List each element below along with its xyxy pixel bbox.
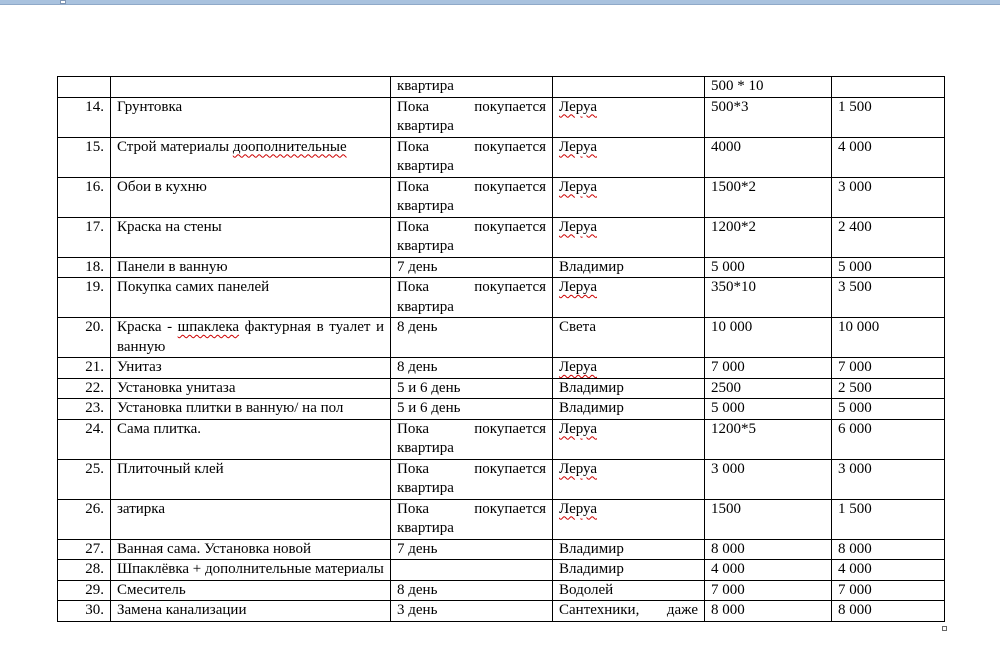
cell-when: Пока покупается квартира xyxy=(391,177,553,217)
cell-num: 21. xyxy=(58,358,111,379)
cell-who: Владимир xyxy=(553,539,705,560)
cell-calc: 4000 xyxy=(705,137,832,177)
cell-total: 3 000 xyxy=(832,459,945,499)
cell-num: 19. xyxy=(58,278,111,318)
cell-who: Владимир xyxy=(553,560,705,581)
cell-calc: 1200*2 xyxy=(705,217,832,257)
cell-calc: 1500 xyxy=(705,499,832,539)
cell-num: 24. xyxy=(58,419,111,459)
cell-when: 7 день xyxy=(391,257,553,278)
cell-calc: 500 * 10 xyxy=(705,77,832,98)
cell-name: Обои в кухню xyxy=(111,177,391,217)
cell-when: 5 и 6 день xyxy=(391,378,553,399)
cell-name: Панели в ванную xyxy=(111,257,391,278)
cell-total: 8 000 xyxy=(832,539,945,560)
cell-who: Леруа xyxy=(553,278,705,318)
cell-total xyxy=(832,77,945,98)
cell-total: 5 000 xyxy=(832,399,945,420)
cell-who: Леруа xyxy=(553,217,705,257)
cell-when: 8 день xyxy=(391,580,553,601)
cell-when: квартира xyxy=(391,77,553,98)
cell-name: Унитаз xyxy=(111,358,391,379)
cell-num: 27. xyxy=(58,539,111,560)
cell-who xyxy=(553,77,705,98)
cell-name: Краска на стены xyxy=(111,217,391,257)
cell-total: 7 000 xyxy=(832,580,945,601)
cell-calc: 4 000 xyxy=(705,560,832,581)
cell-when xyxy=(391,560,553,581)
cell-who: Сантехники, даже xyxy=(553,601,705,622)
cell-num: 15. xyxy=(58,137,111,177)
table-row xyxy=(58,459,945,499)
cell-name: Шпаклёвка + дополнительные материалы xyxy=(111,560,391,581)
table-row xyxy=(58,601,945,622)
cell-num: 29. xyxy=(58,580,111,601)
table-row xyxy=(58,137,945,177)
table-row xyxy=(58,177,945,217)
cell-num: 25. xyxy=(58,459,111,499)
table-row xyxy=(58,97,945,137)
cell-when: Пока покупается квартира xyxy=(391,278,553,318)
cell-calc: 2500 xyxy=(705,378,832,399)
cell-who: Леруа xyxy=(553,97,705,137)
cell-calc: 3 000 xyxy=(705,459,832,499)
cell-total: 2 500 xyxy=(832,378,945,399)
cell-name: Строй материалы доополнительные xyxy=(111,137,391,177)
cell-total: 8 000 xyxy=(832,601,945,622)
cell-total: 5 000 xyxy=(832,257,945,278)
table-row xyxy=(58,539,945,560)
cell-when: Пока покупается квартира xyxy=(391,137,553,177)
cell-who: Леруа xyxy=(553,358,705,379)
cell-calc: 10 000 xyxy=(705,318,832,358)
cell-who: Леруа xyxy=(553,177,705,217)
cell-total: 3 000 xyxy=(832,177,945,217)
table-row xyxy=(58,419,945,459)
cell-calc: 7 000 xyxy=(705,358,832,379)
cell-total: 1 500 xyxy=(832,97,945,137)
table-resize-handle[interactable] xyxy=(942,626,947,631)
table-row xyxy=(58,499,945,539)
horizontal-ruler xyxy=(0,0,1000,5)
cell-total: 6 000 xyxy=(832,419,945,459)
cell-name: Грунтовка xyxy=(111,97,391,137)
cell-num: 26. xyxy=(58,499,111,539)
cell-name: Покупка самих панелей xyxy=(111,278,391,318)
table-row xyxy=(58,580,945,601)
cell-num: 14. xyxy=(58,97,111,137)
cell-name: Смеситель xyxy=(111,580,391,601)
cell-calc: 500*3 xyxy=(705,97,832,137)
cell-when: 7 день xyxy=(391,539,553,560)
cell-when: 8 день xyxy=(391,358,553,379)
table-row xyxy=(58,399,945,420)
cell-total: 4 000 xyxy=(832,560,945,581)
cell-when: 8 день xyxy=(391,318,553,358)
cell-name: Сама плитка. xyxy=(111,419,391,459)
cell-name: Установка плитки в ванную/ на пол xyxy=(111,399,391,420)
cell-who: Леруа xyxy=(553,137,705,177)
cell-total: 1 500 xyxy=(832,499,945,539)
cell-name: затирка xyxy=(111,499,391,539)
cell-num: 18. xyxy=(58,257,111,278)
cell-num: 30. xyxy=(58,601,111,622)
cell-num: 28. xyxy=(58,560,111,581)
table-row xyxy=(58,217,945,257)
table-row xyxy=(58,378,945,399)
cell-when: Пока покупается квартира xyxy=(391,217,553,257)
cell-calc: 8 000 xyxy=(705,601,832,622)
cell-who: Владимир xyxy=(553,257,705,278)
cell-name: Краска - шпаклека фактурная в туалет и ванную xyxy=(111,318,391,358)
table-row xyxy=(58,358,945,379)
table-row xyxy=(58,77,945,98)
cell-who: Водолей xyxy=(553,580,705,601)
cell-num xyxy=(58,77,111,98)
cell-when: 3 день xyxy=(391,601,553,622)
cell-name: Плиточный клей xyxy=(111,459,391,499)
cell-when: Пока покупается квартира xyxy=(391,499,553,539)
cell-num: 17. xyxy=(58,217,111,257)
cell-who: Света xyxy=(553,318,705,358)
cell-when: Пока покупается квартира xyxy=(391,419,553,459)
cell-who: Леруа xyxy=(553,459,705,499)
cell-num: 20. xyxy=(58,318,111,358)
cell-calc: 1200*5 xyxy=(705,419,832,459)
expense-table xyxy=(57,76,945,622)
cell-when: 5 и 6 день xyxy=(391,399,553,420)
cell-when: Пока покупается квартира xyxy=(391,97,553,137)
table-row xyxy=(58,318,945,358)
cell-who: Леруа xyxy=(553,419,705,459)
cell-num: 16. xyxy=(58,177,111,217)
table-row xyxy=(58,278,945,318)
cell-name: Ванная сама. Установка новой xyxy=(111,539,391,560)
cell-who: Владимир xyxy=(553,399,705,420)
cell-total: 3 500 xyxy=(832,278,945,318)
cell-calc: 350*10 xyxy=(705,278,832,318)
cell-who: Владимир xyxy=(553,378,705,399)
cell-name: Установка унитаза xyxy=(111,378,391,399)
cell-name xyxy=(111,77,391,98)
table-row xyxy=(58,560,945,581)
cell-num: 23. xyxy=(58,399,111,420)
cell-total: 10 000 xyxy=(832,318,945,358)
cell-total: 4 000 xyxy=(832,137,945,177)
cell-calc: 5 000 xyxy=(705,399,832,420)
cell-calc: 8 000 xyxy=(705,539,832,560)
cell-calc: 7 000 xyxy=(705,580,832,601)
cell-total: 2 400 xyxy=(832,217,945,257)
cell-num: 22. xyxy=(58,378,111,399)
cell-calc: 5 000 xyxy=(705,257,832,278)
cell-calc: 1500*2 xyxy=(705,177,832,217)
cell-when: Пока покупается квартира xyxy=(391,459,553,499)
ruler-indent-marker[interactable] xyxy=(60,0,66,4)
table-row xyxy=(58,257,945,278)
cell-who: Леруа xyxy=(553,499,705,539)
cell-name: Замена канализации xyxy=(111,601,391,622)
cell-total: 7 000 xyxy=(832,358,945,379)
